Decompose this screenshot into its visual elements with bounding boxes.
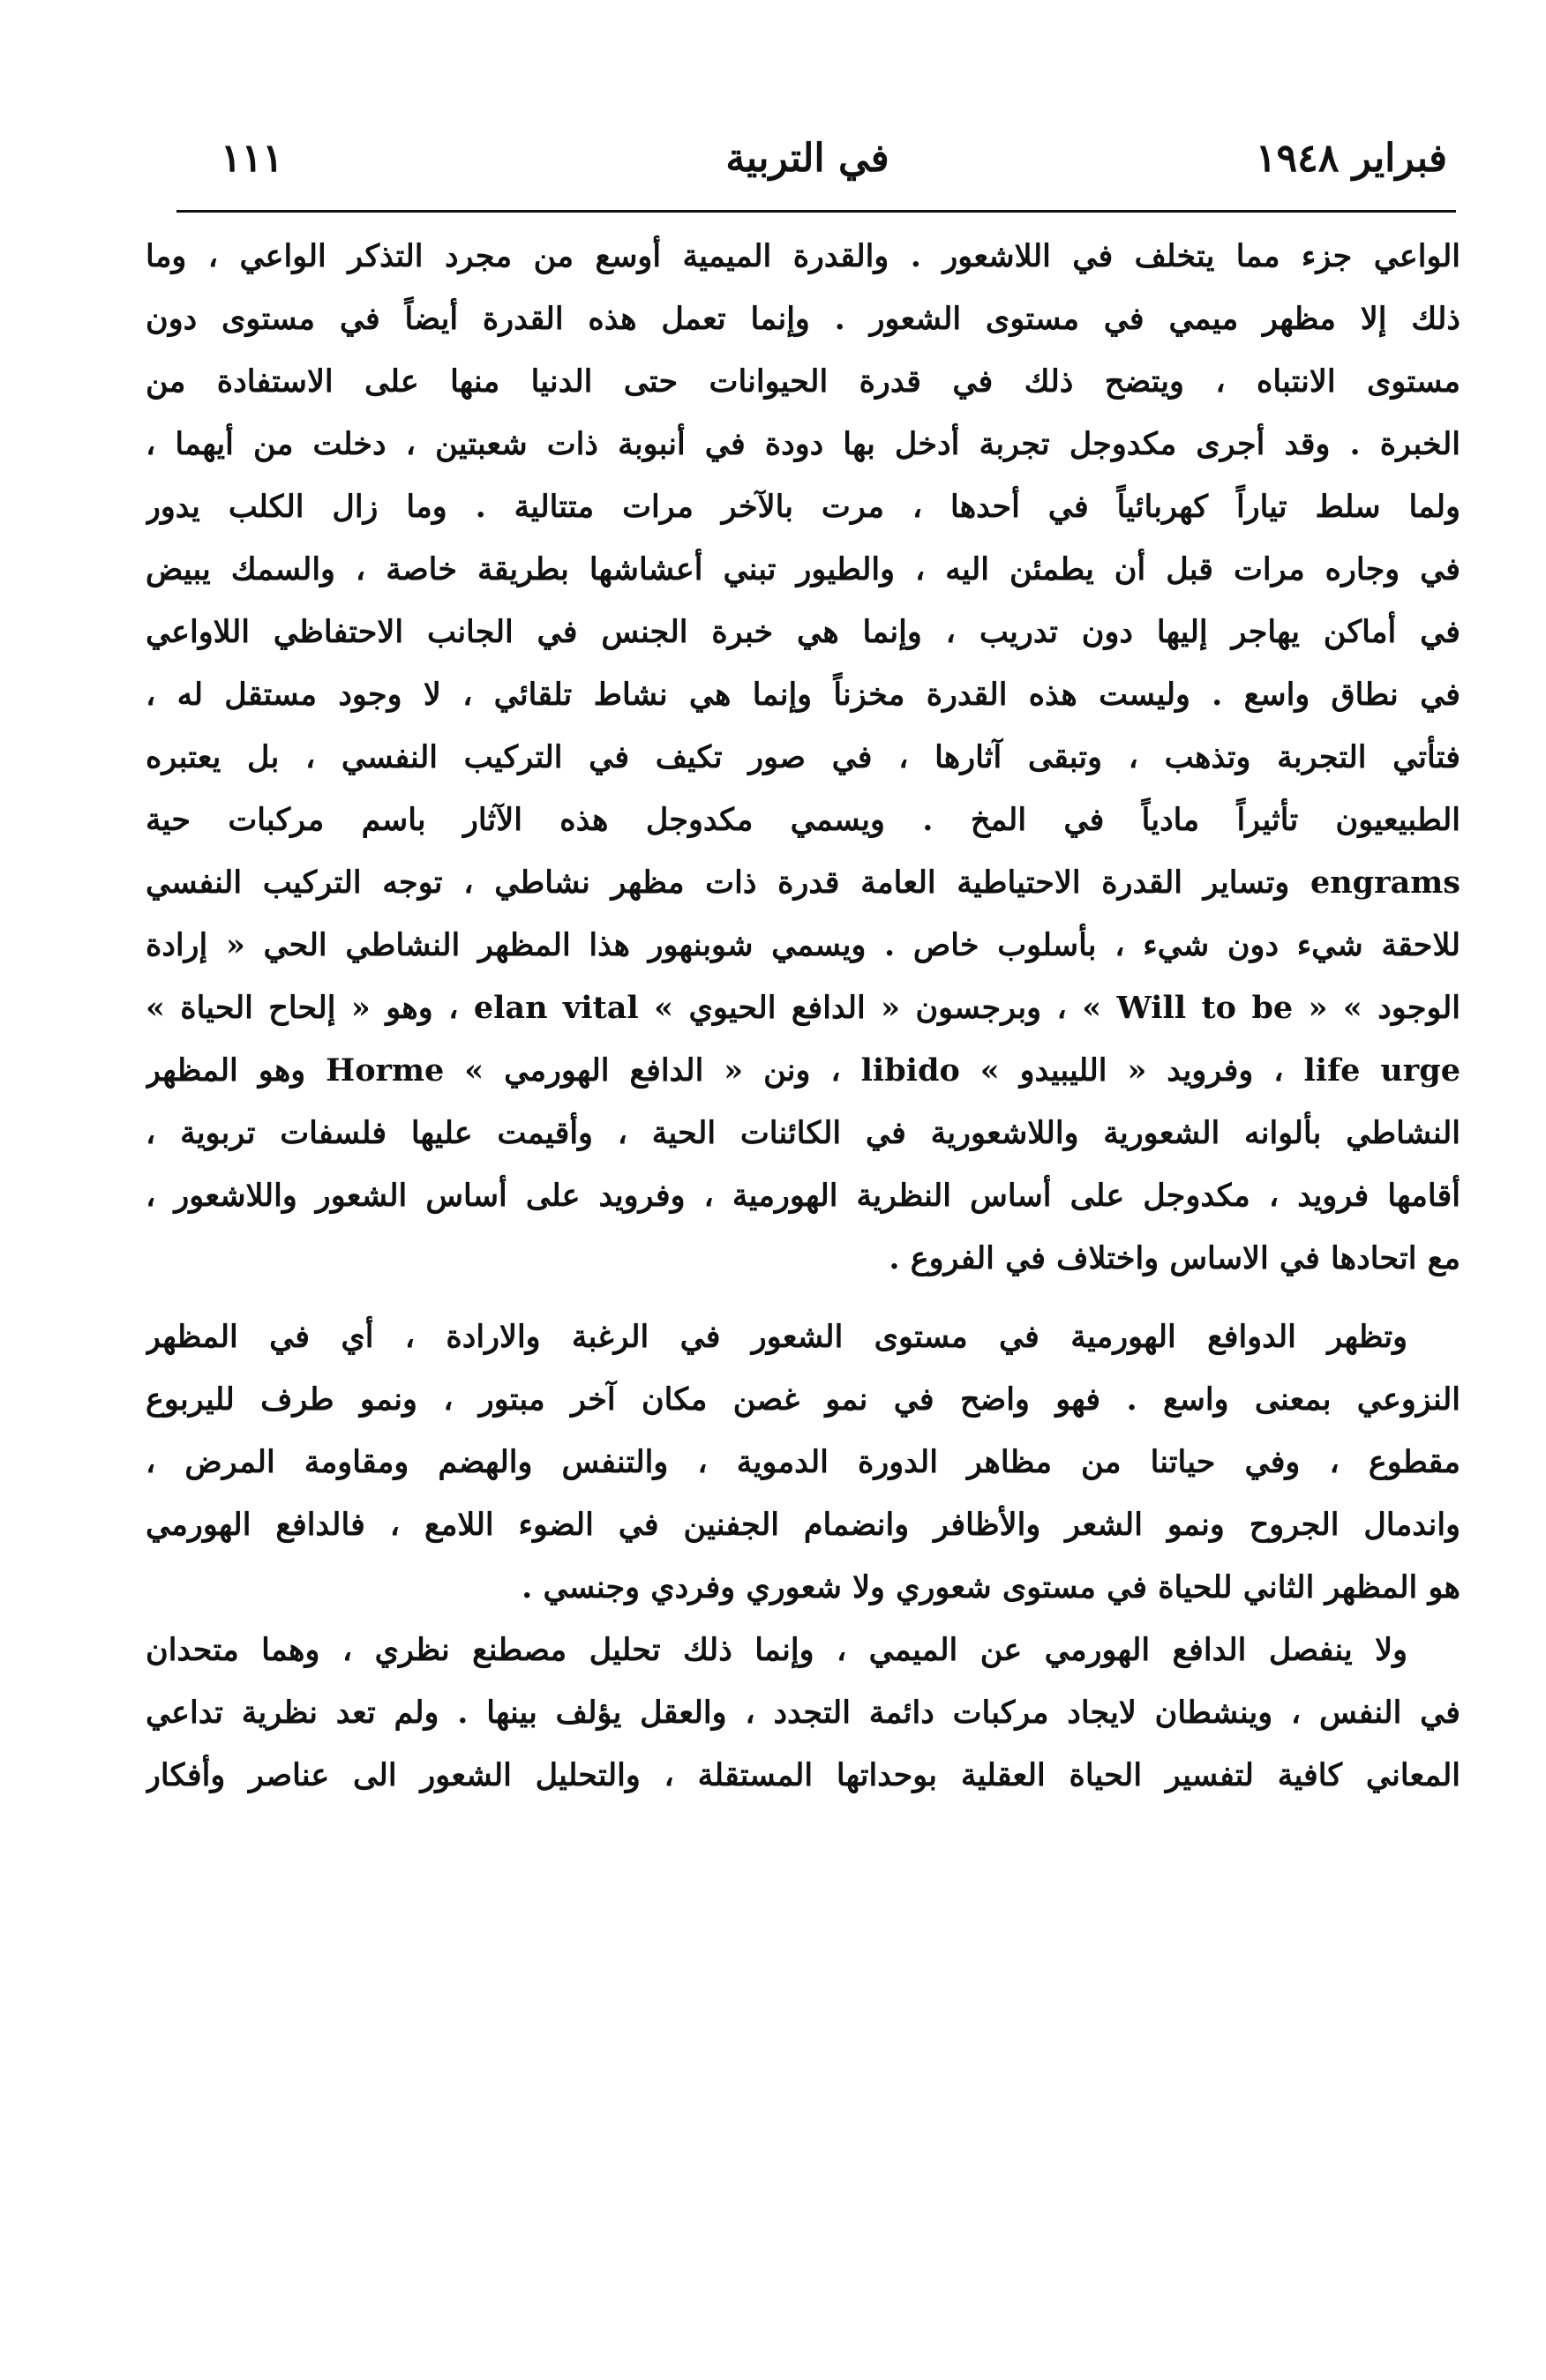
page-number: ١١١ [221,136,283,181]
text-line: للاحقة شيء دون شيء ، بأسلوب خاص . ويسمي شوبنهور هذا المظهر النشاطي الحي « إرادة [146,927,1460,963]
paragraph-2 [146,1306,1460,1619]
text-line: في أماكن يهاجر إليها دون تدريب ، وإنما هي خبرة الجنس في الجانب الاحتفاظي اللاواعي [146,614,1460,650]
text-line: وتظهر الدوافع الهورمية في مستوى الشعور في الرغبة والارادة ، أي في المظهر [146,1319,1407,1355]
text-line: مقطوع ، وفي حياتنا من مظاهر الدورة الدموية ، والتنفس والهضم ومقاومة المرض ، [146,1444,1460,1480]
text-line: هو المظهر الثاني للحياة في مستوى شعوري ولا شعوري وفردي وجنسي . [522,1569,1460,1605]
header-divider [176,210,1456,213]
text-line: life urge ، وفرويد « الليبيدو » libido ، ونن « الدافع الهورمي » Horme وهو المظهر [146,1052,1460,1089]
text-line: ذلك إلا مظهر ميمي في مستوى الشعور . وإنما تعمل هذه القدرة أيضاً في مستوى دون [146,301,1460,337]
text-line: ولا ينفصل الدافع الهورمي عن الميمي ، وإنما ذلك تحليل مصطنع نظري ، وهما متحدان [146,1632,1407,1668]
text-line: فتأتي التجربة وتذهب ، وتبقى آثارها ، في صور تكيف في التركيب النفسي ، بل يعتبره [146,739,1460,775]
running-header [168,128,1447,190]
text-line: ولما سلط تياراً كهربائياً في أحدها ، مرت بالآخر مرات متتالية . وما زال الكلب يدور [146,489,1460,525]
text-line: الواعي جزء مما يتخلف في اللاشعور . والقدرة الميمية أوسع من مجرد التذكر الواعي ، وما [146,238,1460,274]
body-text [146,225,1460,1807]
text-line: في النفس ، وينشطان لايجاد مركبات دائمة التجدد ، والعقل يؤلف بينها . ولم تعد نظرية تداعي [146,1695,1460,1731]
text-line: في نطاق واسع . وليست هذه القدرة مخزناً وإنما هي نشاط تلقائي ، لا وجود مستقل له ، [146,677,1460,713]
text-line: الخبرة . وقد أجرى مكدوجل تجربة أدخل بها دودة في أنبوبة ذات شعبتين ، دخلت من أيهما ، [146,426,1460,462]
text-line: مستوى الانتباه ، ويتضح ذلك في قدرة الحيوانات حتى الدنيا منها على الاستفادة من [146,363,1460,400]
text-line: النزوعي بمعنى واسع . فهو واضح في نمو غصن مكان آخر مبتور ، ونمو طرف لليربوع [146,1381,1460,1418]
paragraph-gap [146,1290,1460,1306]
issue-date: فبراير ١٩٤٨ [1255,136,1447,181]
text-line: مع اتحادها في الاساس واختلاف في الفروع . [889,1240,1460,1276]
text-line: الوجود » « Will to be » ، وبرجسون « الدافع الحيوي » elan vital ، وهو « إلحاح الحياة » [146,990,1460,1026]
text-line: واندمال الجروح ونمو الشعر والأظافر وانضمام الجفنين في الضوء اللامع ، فالدافع الهورمي [146,1507,1460,1543]
section-title: في التربية [725,136,889,181]
text-line: engrams وتساير القدرة الاحتياطية العامة قدرة ذات مظهر نشاطي ، توجه التركيب النفسي [146,864,1460,901]
text-line: النشاطي بألوانه الشعورية واللاشعورية في الكائنات الحية ، وأقيمت عليها فلسفات تربوية ، [146,1115,1460,1151]
paragraph-3 [146,1619,1460,1807]
paragraph-1 [146,225,1460,1290]
text-line: في وجاره مرات قبل أن يطمئن اليه ، والطيور تبني أعشاشها بطريقة خاصة ، والسمك يبيض [146,551,1460,588]
text-line: أقامها فرويد ، مكدوجل على أساس النظرية الهورمية ، وفرويد على أساس الشعور واللاشعور ، [146,1178,1460,1214]
text-line: الطبيعيون تأثيراً مادياً في المخ . ويسمي مكدوجل هذه الآثار باسم مركبات حية [146,802,1460,838]
text-line: المعاني كافية لتفسير الحياة العقلية بوحداتها المستقلة ، والتحليل الشعور الى عناصر وأفكار [146,1757,1460,1793]
